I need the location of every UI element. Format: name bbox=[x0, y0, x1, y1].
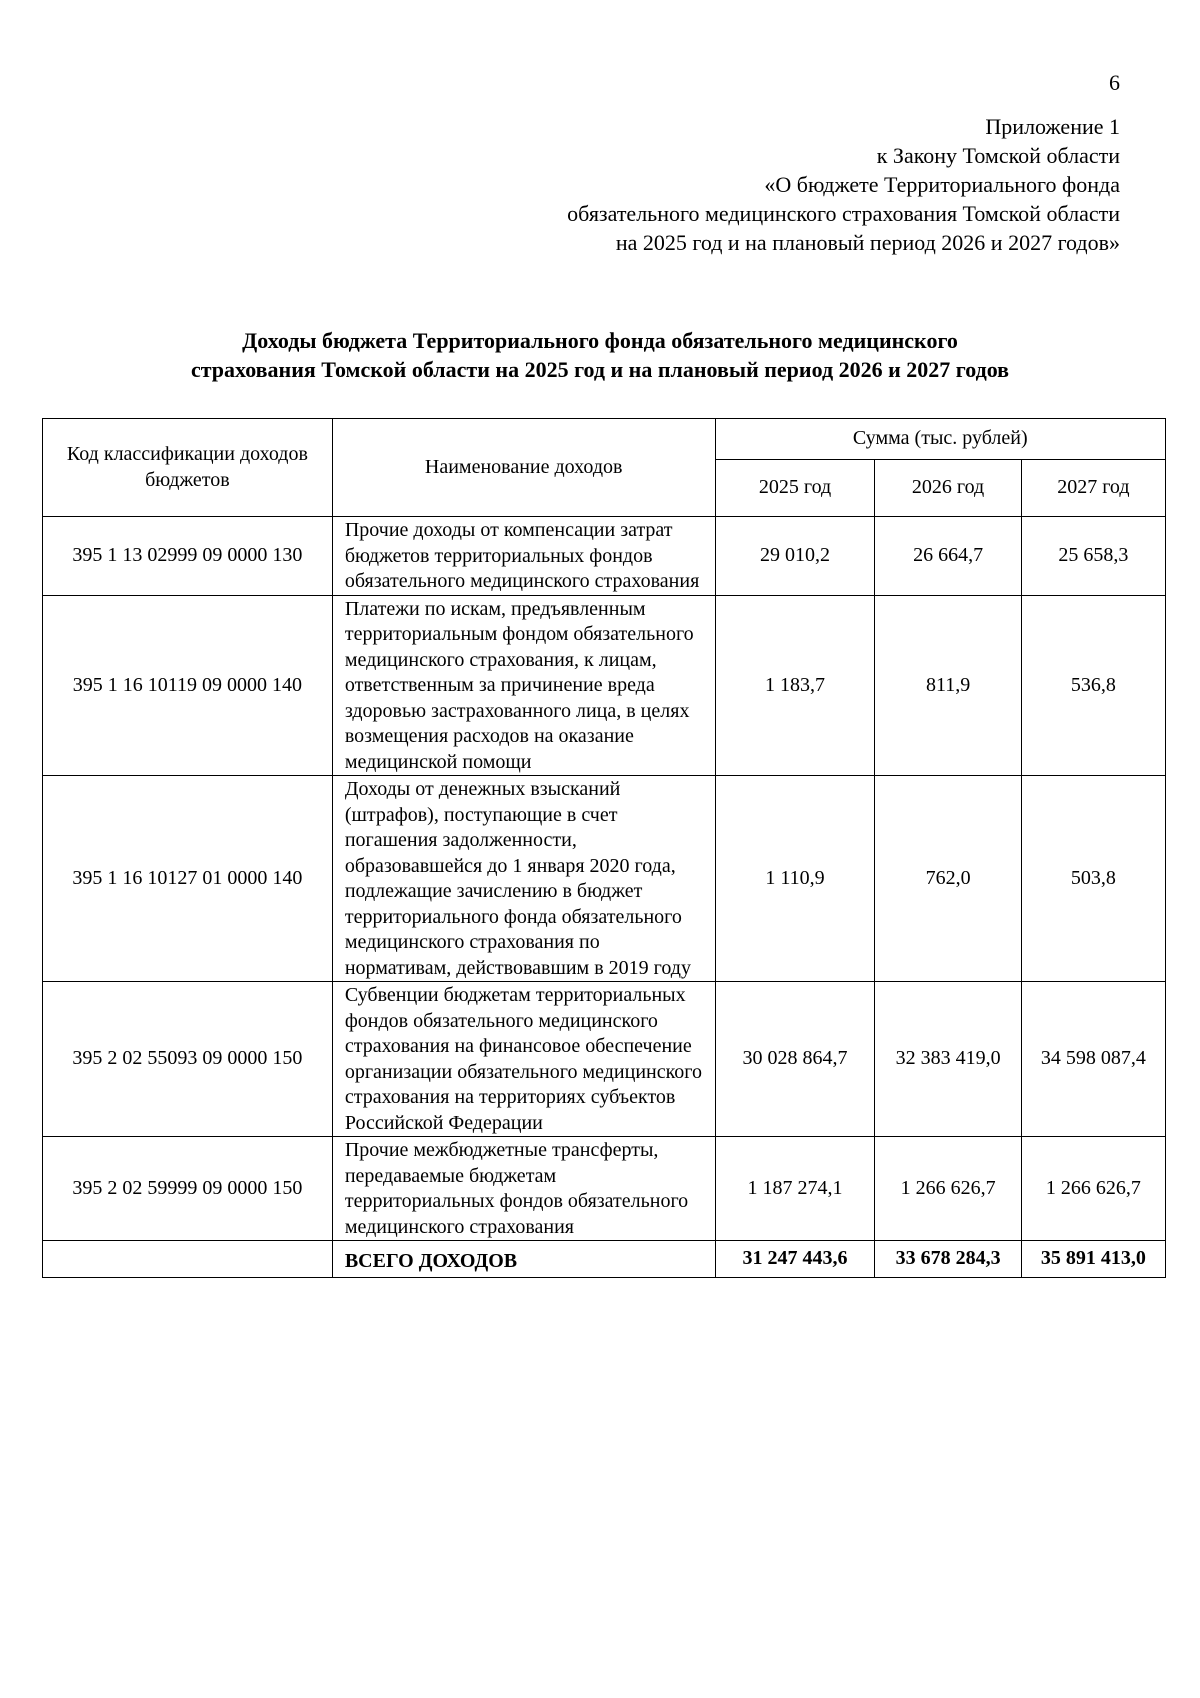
income-code: 395 1 16 10119 09 0000 140 bbox=[43, 595, 333, 776]
amount-2027: 34 598 087,4 bbox=[1021, 982, 1165, 1137]
table-row bbox=[43, 595, 1166, 776]
income-name: Прочие доходы от компенсации затрат бюджетов территориальных фондов обязательного медицинского страхования bbox=[332, 517, 715, 596]
income-name: Субвенции бюджетам территориальных фондов обязательного медицинского страхования на финансовое обеспечение организации обязательного медицинского страхования на территориях субъектов Российской Федерации bbox=[332, 982, 715, 1137]
appendix-line: «О бюджете Территориального фонда bbox=[764, 172, 1120, 197]
amount-2025: 30 028 864,7 bbox=[715, 982, 875, 1137]
total-row bbox=[43, 1241, 1166, 1278]
income-table bbox=[42, 418, 1166, 1278]
appendix-line: к Закону Томской области bbox=[876, 143, 1120, 168]
total-2025: 31 247 443,6 bbox=[715, 1241, 875, 1278]
title-line: Доходы бюджета Территориального фонда обязательного медицинского bbox=[242, 328, 958, 353]
document-title bbox=[40, 326, 1160, 384]
header-row bbox=[43, 419, 1166, 460]
amount-2025: 1 110,9 bbox=[715, 776, 875, 982]
table-row bbox=[43, 982, 1166, 1137]
table-row bbox=[43, 776, 1166, 982]
income-name: Доходы от денежных взысканий (штрафов), поступающие в счет погашения задолженности, образовавшейся до 1 января 2020 года, подлежащие зачислению в бюджет территориального фонда обязательного медицинского страхования по нормативам, действовавшим в 2019 году bbox=[332, 776, 715, 982]
title-line: страхования Томской области на 2025 год и на плановый период 2026 и 2027 годов bbox=[190, 357, 1010, 382]
income-code: 395 1 13 02999 09 0000 130 bbox=[43, 517, 333, 596]
header-year-2026: 2026 год bbox=[875, 460, 1021, 517]
income-code: 395 2 02 55093 09 0000 150 bbox=[43, 982, 333, 1137]
amount-2026: 1 266 626,7 bbox=[875, 1137, 1021, 1241]
income-code: 395 1 16 10127 01 0000 140 bbox=[43, 776, 333, 982]
amount-2025: 1 183,7 bbox=[715, 595, 875, 776]
table-row bbox=[43, 517, 1166, 596]
amount-2026: 26 664,7 bbox=[875, 517, 1021, 596]
appendix-line: на 2025 год и на плановый период 2026 и 2027 годов» bbox=[615, 230, 1120, 255]
income-name: Прочие межбюджетные трансферты, передаваемые бюджетам территориальных фондов обязательного медицинского страхования bbox=[332, 1137, 715, 1241]
header-name: Наименование доходов bbox=[332, 419, 715, 517]
appendix-line: Приложение 1 bbox=[985, 114, 1120, 139]
income-code: 395 2 02 59999 09 0000 150 bbox=[43, 1137, 333, 1241]
page-number: 6 bbox=[1109, 70, 1120, 95]
header-year-2027: 2027 год bbox=[1021, 460, 1165, 517]
appendix-heading bbox=[320, 112, 1120, 257]
amount-2027: 25 658,3 bbox=[1021, 517, 1165, 596]
table-row bbox=[43, 1137, 1166, 1241]
amount-2026: 811,9 bbox=[875, 595, 1021, 776]
total-2026: 33 678 284,3 bbox=[875, 1241, 1021, 1278]
header-sum: Сумма (тыс. рублей) bbox=[715, 419, 1165, 460]
amount-2027: 503,8 bbox=[1021, 776, 1165, 982]
amount-2026: 32 383 419,0 bbox=[875, 982, 1021, 1137]
amount-2025: 29 010,2 bbox=[715, 517, 875, 596]
total-label: ВСЕГО ДОХОДОВ bbox=[332, 1241, 715, 1278]
amount-2026: 762,0 bbox=[875, 776, 1021, 982]
total-2027: 35 891 413,0 bbox=[1021, 1241, 1165, 1278]
amount-2027: 1 266 626,7 bbox=[1021, 1137, 1165, 1241]
appendix-line: обязательного медицинского страхования Томской области bbox=[567, 201, 1120, 226]
header-year-2025: 2025 год bbox=[715, 460, 875, 517]
total-code-empty bbox=[43, 1241, 333, 1278]
amount-2027: 536,8 bbox=[1021, 595, 1165, 776]
income-name: Платежи по искам, предъявленным территориальным фондом обязательного медицинского страхования, к лицам, ответственным за причинение вреда здоровью застрахованного лица, в целях возмещения расходов на оказание медицинской помощи bbox=[332, 595, 715, 776]
amount-2025: 1 187 274,1 bbox=[715, 1137, 875, 1241]
header-code: Код классификации доходов бюджетов bbox=[43, 419, 333, 517]
